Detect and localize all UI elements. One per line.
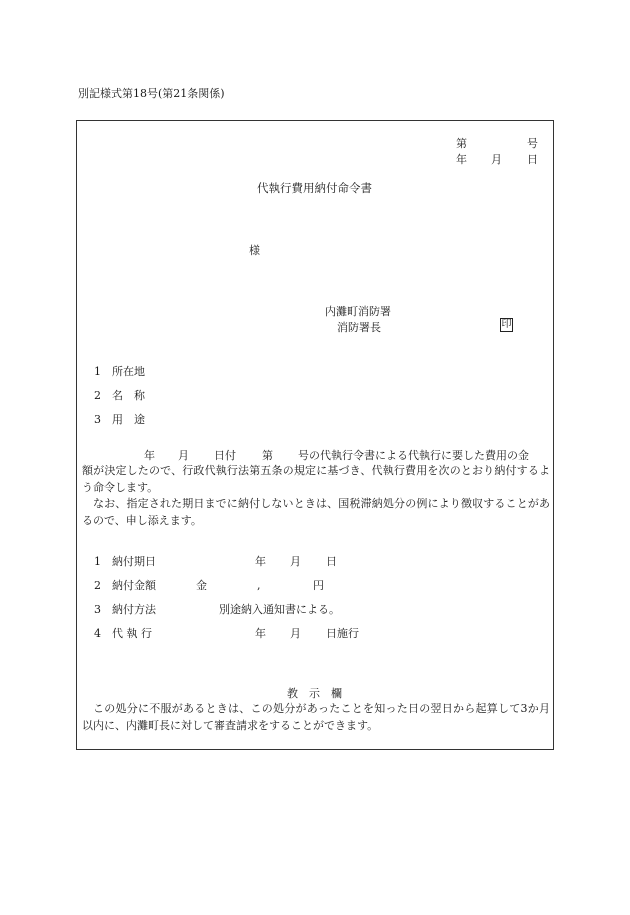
subject-item-location: 所在地 xyxy=(112,365,145,378)
body-date-day: 日付 xyxy=(214,449,236,462)
subject-item-use: 用 途 xyxy=(112,413,145,426)
number-prefix: 第 xyxy=(456,137,467,150)
body-order-no-prefix: 第 xyxy=(262,449,273,462)
payment-due-month: 月 xyxy=(290,555,301,568)
execution-day: 日施行 xyxy=(326,627,359,640)
subject-item-name: 名 称 xyxy=(112,389,145,402)
payment-method-num: 3 xyxy=(94,603,101,616)
issuer-position: 消防署長 xyxy=(337,321,381,334)
payment-due-year: 年 xyxy=(255,555,266,568)
subject-item-use-num: 3 xyxy=(94,413,101,426)
number-suffix: 号 xyxy=(527,137,538,150)
body-paragraph2: なお、指定された期日までに納付しないときは、国税滞納処分の例により徴収することがあるので、申し添えます。 xyxy=(82,497,550,527)
addressee-suffix: 様 xyxy=(249,244,260,257)
payment-amount-prefix: 金 xyxy=(196,579,207,592)
payment-amount-label: 納付金額 xyxy=(112,579,156,592)
date-month: 月 xyxy=(491,153,502,166)
issuer-organization: 内灘町消防署 xyxy=(325,305,391,318)
payment-amount-unit: 円 xyxy=(313,579,324,592)
body-date-year: 年 xyxy=(144,449,155,462)
order-form-frame xyxy=(76,120,554,750)
date-year: 年 xyxy=(456,153,467,166)
payment-due-num: 1 xyxy=(94,555,101,568)
payment-amount-num: 2 xyxy=(94,579,101,592)
body-paragraph1-cont: 額が決定したので、行政代執行法第五条の規定に基づき、代執行費用を次のとおり納付するよう命令します。 xyxy=(82,464,550,494)
form-label: 別記様式第18号(第21条関係) xyxy=(78,87,225,100)
instruction-text: この処分に不服があるときは、この処分があったことを知った日の翌日から起算して3か月以内に、内灘町長に対して審査請求をすることができます。 xyxy=(82,702,550,732)
seal-mark: 印 xyxy=(501,319,512,330)
instruction-heading: 教 示 欄 xyxy=(287,687,342,700)
payment-due-day: 日 xyxy=(326,555,337,568)
body-date-month: 月 xyxy=(178,449,189,462)
payment-method-value: 別途納入通知書による。 xyxy=(219,603,340,616)
execution-year: 年 xyxy=(255,627,266,640)
date-day: 日 xyxy=(527,153,538,166)
subject-item-location-num: 1 xyxy=(94,365,101,378)
execution-month: 月 xyxy=(290,627,301,640)
execution-num: 4 xyxy=(94,627,101,640)
execution-label: 代 執 行 xyxy=(112,627,152,640)
document-title: 代執行費用納付命令書 xyxy=(257,181,372,195)
body-paragraph1-tail: 号の代執行令書による代執行に要した費用の金 xyxy=(298,449,529,462)
payment-due-label: 納付期日 xyxy=(112,555,156,568)
payment-amount-comma: , xyxy=(257,579,261,592)
subject-item-name-num: 2 xyxy=(94,389,101,402)
payment-method-label: 納付方法 xyxy=(112,603,156,616)
